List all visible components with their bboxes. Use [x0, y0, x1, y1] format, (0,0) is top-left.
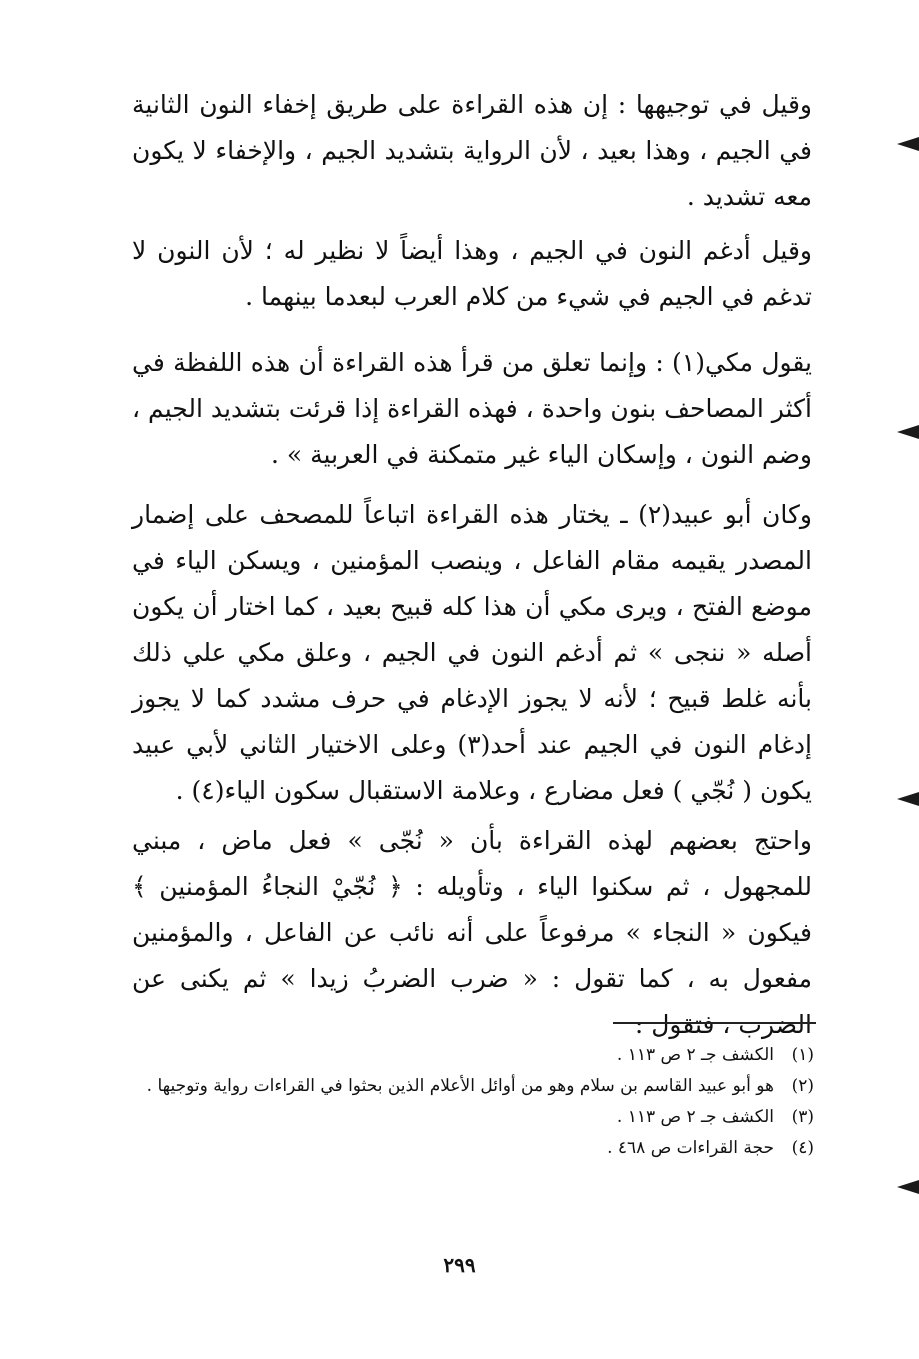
body-paragraph [132, 818, 812, 1048]
footnote-number: (٣) [791, 1107, 814, 1127]
footnote-item [132, 1133, 814, 1164]
footnote-number: (٤) [791, 1138, 814, 1158]
footnote-number: (١) [791, 1045, 814, 1065]
paragraph-text: وقيل في توجيهها : إن هذه القراءة على طريق إخفاء النون الثانية في الجيم ، وهذا بعيد ، لأن الرواية بتشديد الجيم ، والإخفاء لا يكون معه تشديد . [132, 90, 812, 211]
footnote-text: هو أبو عبيد القاسم بن سلام وهو من أوائل الأعلام الذين بحثوا في القراءات رواية وتوجيها . [146, 1076, 774, 1096]
paragraph-text: يقول مكي(١) : وإنما تعلق من قرأ هذه القراءة أن هذه اللفظة في أكثر المصاحف بنون واحدة ، فهذه القراءة إذا قرئت بتشديد الجيم ، وضم النون ، وإسكان الياء غير متمكنة في العربية » . [132, 348, 812, 469]
paragraph-text: وقيل أدغم النون في الجيم ، وهذا أيضاً لا نظير له ؛ لأن النون لا تدغم في الجيم في شيء من كلام العرب لبعدما بينهما . [132, 236, 812, 311]
footnote-text: حجة القراءات ص ٤٦٨ . [607, 1138, 774, 1158]
footnote-item [132, 1102, 814, 1133]
body-paragraph [132, 492, 812, 814]
paragraph-text: واحتج بعضهم لهذه القراءة بأن « نُجّى » فعل ماض ، مبني للمجهول ، ثم سكنوا الياء ، وتأويله : ﴿ نُجّيْ النجاءُ المؤمنين ﴾ فيكون « النجاء » مرفوعاً على أنه نائب عن الفاعل ، والمؤمنين مفعول به ، كما تقول : « ضرب الضربُ زيدا » ثم يكنى عن الضرب ، فتقول : [132, 826, 812, 1039]
footnote-text: الكشف جـ ٢ ص ١١٣ . [616, 1045, 774, 1065]
footnote-item [132, 1071, 814, 1102]
footnotes-section [132, 1040, 814, 1164]
binding-mark [897, 425, 919, 439]
body-paragraph [132, 82, 812, 220]
page-number: ٢٩٩ [443, 1253, 476, 1277]
paragraph-text: وكان أبو عبيد(٢) ـ يختار هذه القراءة اتباعاً للمصحف على إضمار المصدر يقيمه مقام الفاعل ، وينصب المؤمنين ، ويسكن الياء في موضع الفتح ، ويرى مكي أن هذا كله قبيح بعيد ، كما اختار أن يكون أصله « ننجى » ثم أدغم النون في الجيم ، وعلق مكي علي ذلك بأنه غلط قبيح ؛ لأنه لا يجوز الإدغام في حرف مشدد كما لا يجوز إدغام النون في الجيم عند أحد(٣) وعلى الاختيار الثاني لأبي عبيد يكون ( نُجّي ) فعل مضارع ، وعلامة الاستقبال سكون الياء(٤) . [132, 500, 812, 805]
binding-mark [897, 137, 919, 151]
binding-mark [897, 792, 919, 806]
footnote-number: (٢) [791, 1076, 814, 1096]
footnote-item [132, 1040, 814, 1071]
binding-mark [897, 1180, 919, 1194]
footnote-text: الكشف جـ ٢ ص ١١٣ . [616, 1107, 774, 1127]
body-paragraph [132, 228, 812, 320]
footnote-divider [613, 1022, 816, 1024]
body-paragraph [132, 340, 812, 478]
